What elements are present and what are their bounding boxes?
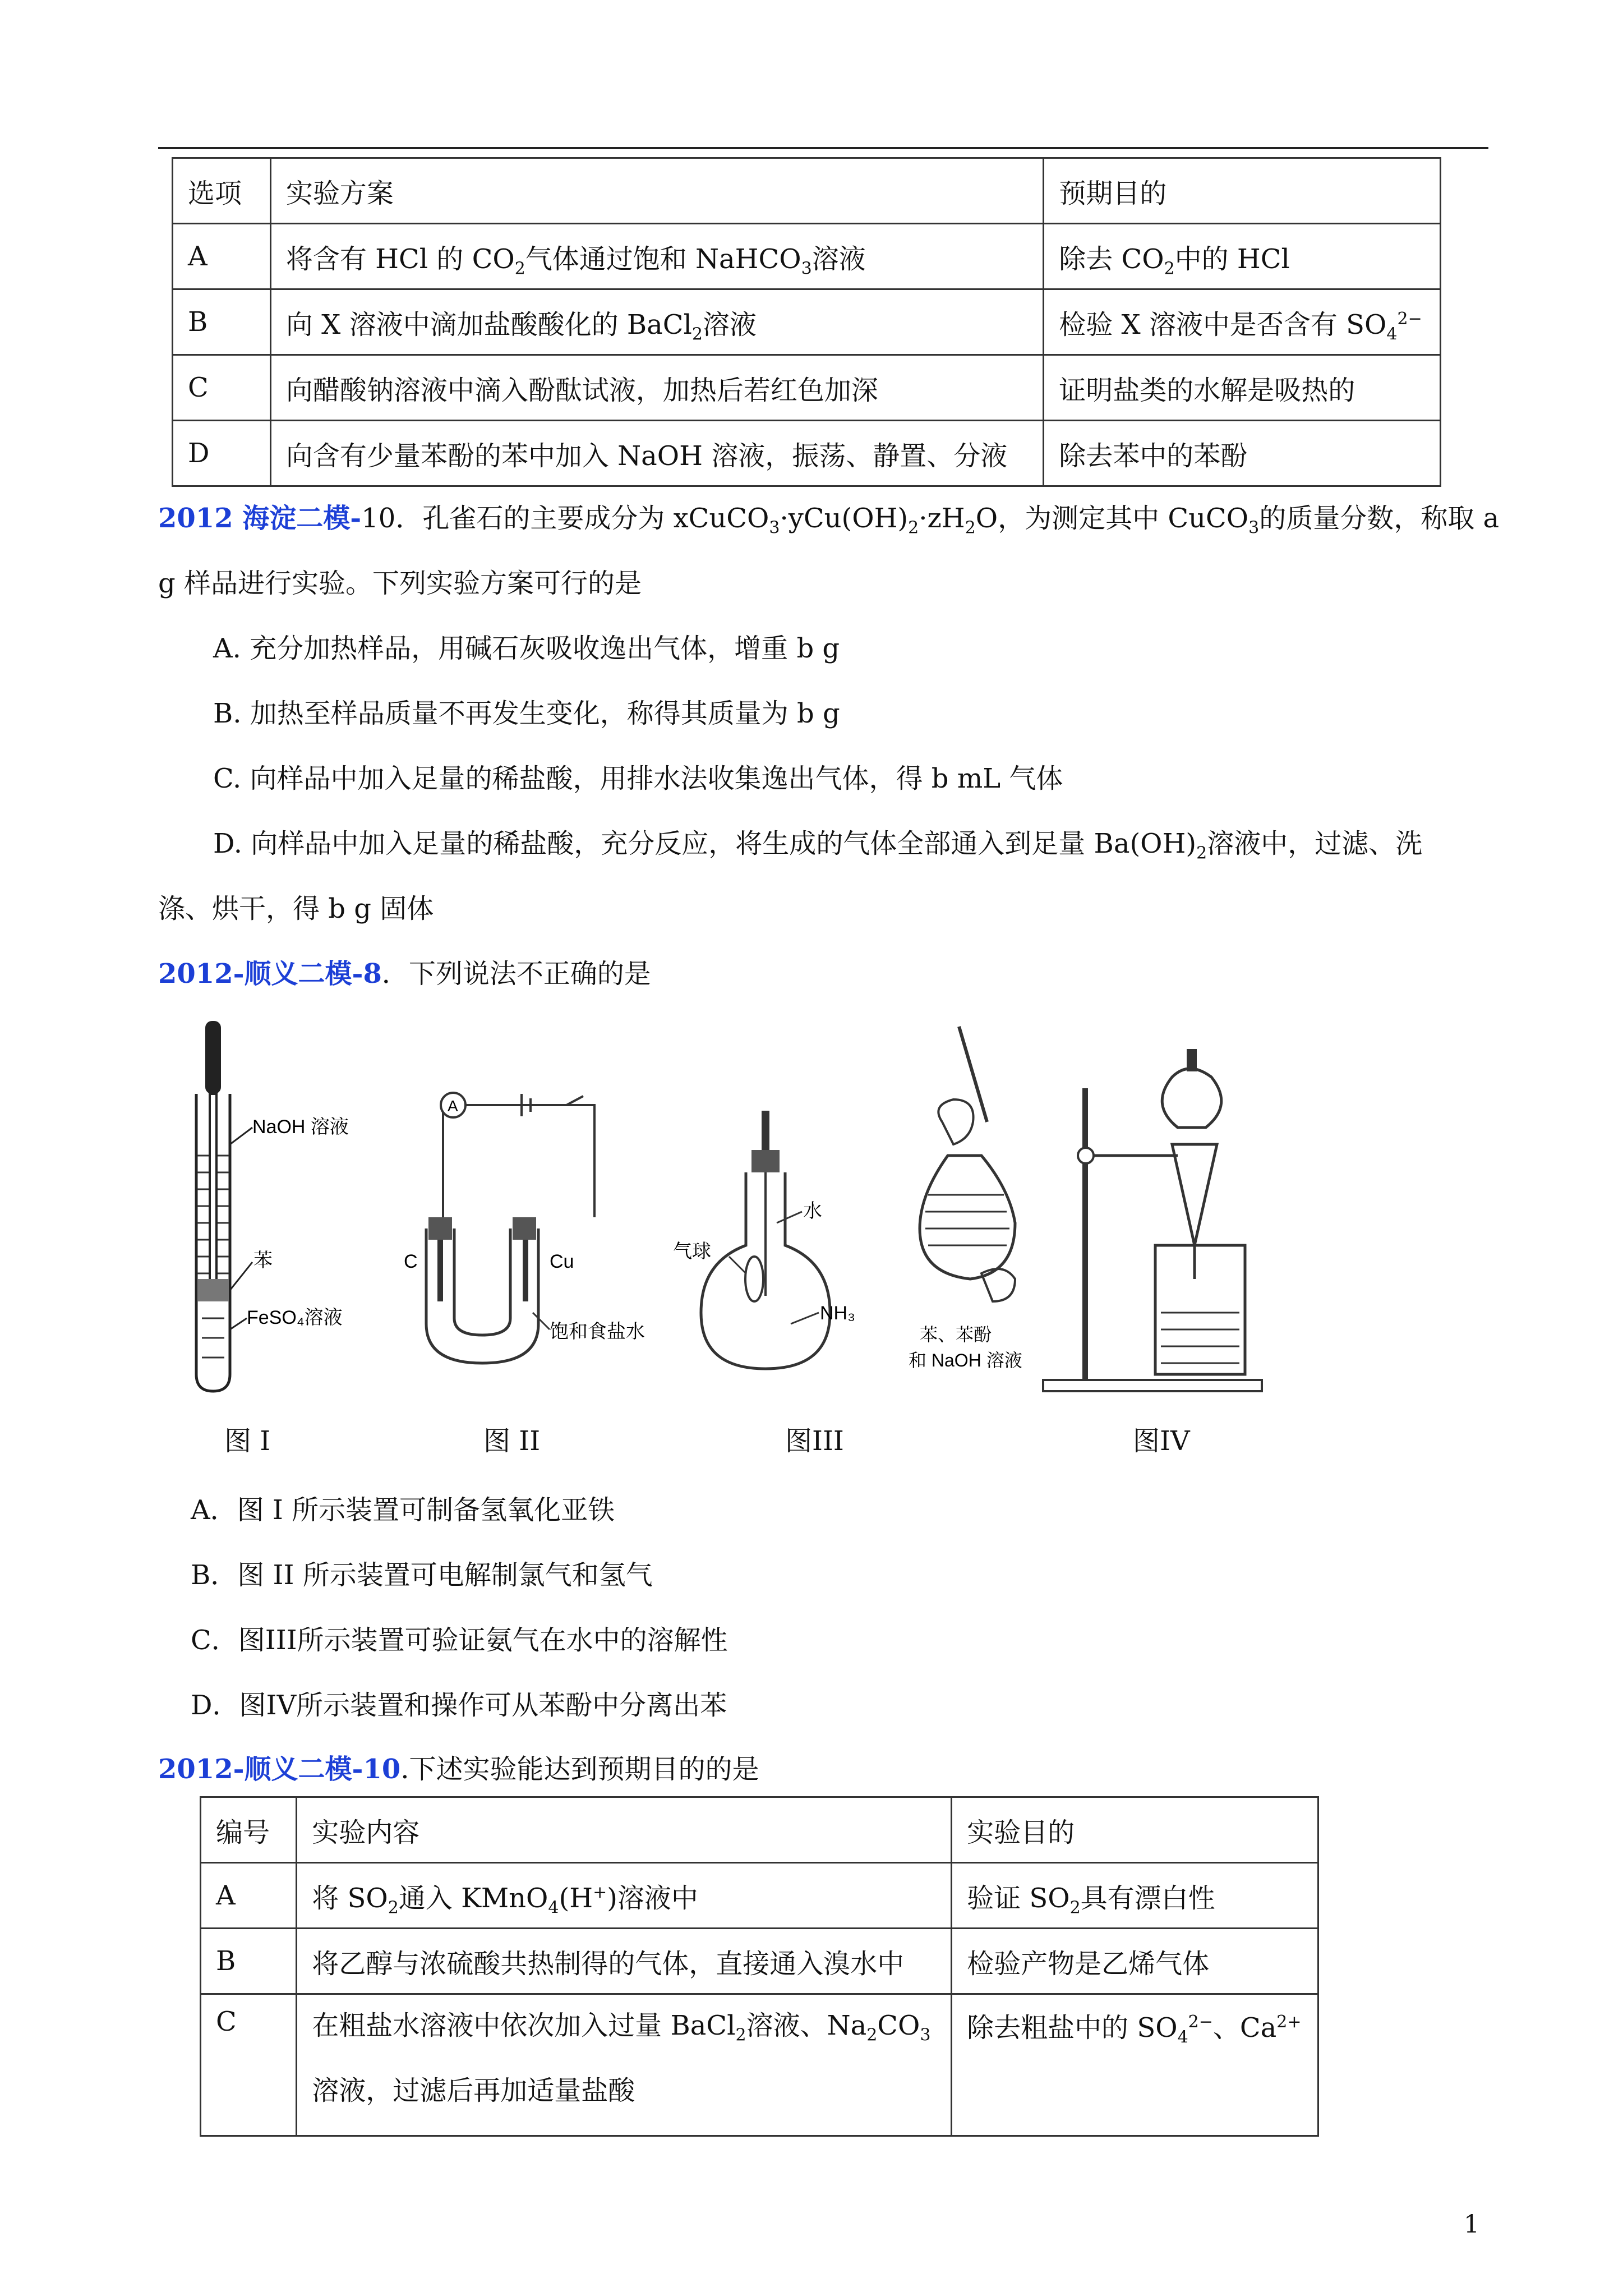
question-source-tag: 2012 海淀二模- bbox=[158, 503, 362, 534]
plan-cell: 将含有 HCl 的 $CO_2$气体通过饱和 NaHCO$_3$溶液 bbox=[270, 224, 1043, 289]
question-2-option-a: A．图 I 所示装置可制备氢氧化亚铁 bbox=[191, 1494, 615, 1526]
goal-cell: 除去粗盐中的 $SO_4^{2-}$、$Ca^{2+}$ bbox=[952, 1994, 1318, 2136]
table-row bbox=[201, 1863, 1318, 1929]
goal-cell: 检验 X 溶液中是否含有 $SO_4^{2-}$ bbox=[1044, 289, 1441, 355]
question-1-option-d-line2: 涤、烘干，得 b g 固体 bbox=[158, 893, 434, 924]
content-cell: 将乙醇与浓硫酸共热制得的气体，直接通入溴水中 bbox=[297, 1929, 952, 1994]
plan-cell: 向醋酸钠溶液中滴入酚酞试液，加热后若红色加深 bbox=[270, 355, 1043, 421]
figure-caption-1: 图 I bbox=[224, 1425, 271, 1457]
header-cell: 预期目的 bbox=[1044, 158, 1441, 224]
table-row bbox=[173, 355, 1441, 421]
header-cell: 实验内容 bbox=[297, 1797, 952, 1863]
header-cell: 编号 bbox=[201, 1797, 297, 1863]
question-1-stem-line2: g 样品进行实验。下列实验方案可行的是 bbox=[158, 568, 642, 599]
question-2-option-b: B．图 II 所示装置可电解制氯气和氢气 bbox=[191, 1559, 653, 1591]
figure-caption-2: 图 II bbox=[483, 1425, 541, 1457]
options-table-1 bbox=[172, 157, 1441, 487]
header-cell: 实验目的 bbox=[952, 1797, 1318, 1863]
goal-cell: 验证 $SO_2$具有漂白性 bbox=[952, 1863, 1318, 1929]
question-3-stem: 2012-顺义二模-10.下述实验能达到预期目的的是 bbox=[158, 1754, 759, 1785]
option-cell: D bbox=[173, 421, 271, 486]
goal-cell: 除去 $CO_2$中的 HCl bbox=[1044, 224, 1441, 289]
header-cell: 选项 bbox=[173, 158, 271, 224]
question-source-tag: 2012-顺义二模-8 bbox=[158, 958, 382, 990]
option-cell: B bbox=[173, 289, 271, 355]
option-cell: A bbox=[173, 224, 271, 289]
table-row bbox=[201, 1994, 1318, 2136]
figure-4-label-line1: 苯、苯酚 bbox=[920, 1324, 992, 1345]
goal-cell: 证明盐类的水解是吸热的 bbox=[1044, 355, 1441, 421]
question-2-option-d: D．图IV所示装置和操作可从苯酚中分离出苯 bbox=[191, 1690, 727, 1721]
figure-2-electrolysis bbox=[381, 1088, 684, 1374]
number-cell: B bbox=[201, 1929, 297, 1994]
table-header-row bbox=[201, 1797, 1318, 1863]
figure-1-label-naoh: NaOH 溶液 bbox=[252, 1116, 349, 1138]
figure-2-label-c: C bbox=[404, 1251, 418, 1272]
plan-cell: 向含有少量苯酚的苯中加入 NaOH 溶液，振荡、静置、分液 bbox=[270, 421, 1043, 486]
table-row bbox=[201, 1929, 1318, 1994]
figure-1-label-benzene: 苯 bbox=[253, 1250, 273, 1271]
figure-1-test-tube bbox=[185, 1015, 353, 1397]
question-1-stem-line1: 2012 海淀二模-10．孔雀石的主要成分为 $xCuCO_3\cdot yCu(OH)_2\cdot zH_2O$，为测定其中 CuCO$_3$的质量分数，称取 a bbox=[158, 503, 1500, 538]
table-header-row bbox=[173, 158, 1441, 224]
page-number: 1 bbox=[1464, 2210, 1479, 2239]
figure-4-label-line2: 和 NaOH 溶液 bbox=[909, 1350, 1022, 1370]
header-rule bbox=[158, 147, 1488, 149]
goal-cell: 检验产物是乙烯气体 bbox=[952, 1929, 1318, 1994]
plan-cell: 向 X 溶液中滴加盐酸酸化的 BaCl$_2$溶液 bbox=[270, 289, 1043, 355]
figure-caption-4: 图IV bbox=[1133, 1425, 1190, 1457]
figure-2-label-cu: Cu bbox=[550, 1251, 574, 1272]
option-cell: C bbox=[173, 355, 271, 421]
experiments-table-2 bbox=[200, 1796, 1319, 2137]
question-1-option-b: B. 加热至样品质量不再发生变化，称得其质量为 b g bbox=[213, 698, 840, 729]
figure-2-label-brine: 饱和食盐水 bbox=[550, 1321, 645, 1342]
figure-caption-3: 图III bbox=[785, 1425, 844, 1457]
question-2-stem: 2012-顺义二模-8．下列说法不正确的是 bbox=[158, 958, 651, 990]
figure-3-ammonia-flask bbox=[673, 1111, 892, 1380]
question-1-option-c: C. 向样品中加入足量的稀盐酸，用排水法收集逸出气体，得 b mL 气体 bbox=[213, 763, 1063, 794]
figure-2-ammeter-label: A bbox=[448, 1097, 458, 1115]
question-1-option-d-line1: D. 向样品中加入足量的稀盐酸，充分反应，将生成的气体全部通入到足量 $Ba(OH)_2$溶液中，过滤、洗 bbox=[213, 828, 1423, 863]
content-cell: 将 $SO_2$通入 KMnO$_4$(H+)溶液中 bbox=[297, 1863, 952, 1929]
figure-3-label-nh3: NH₃ bbox=[820, 1303, 855, 1324]
question-1-option-a: A. 充分加热样品，用碱石灰吸收逸出气体，增重 b g bbox=[213, 633, 840, 664]
table-row bbox=[173, 421, 1441, 486]
number-cell: C bbox=[201, 1994, 297, 2136]
figure-3-label-water: 水 bbox=[803, 1200, 822, 1222]
goal-cell: 除去苯中的苯酚 bbox=[1044, 421, 1441, 486]
number-cell: A bbox=[201, 1863, 297, 1929]
table-row bbox=[173, 224, 1441, 289]
figure-3-label-balloon: 气球 bbox=[673, 1241, 711, 1262]
table-row bbox=[173, 289, 1441, 355]
figure-1-label-feso4: FeSO₄溶液 bbox=[247, 1307, 343, 1328]
figure-4-separatory-funnel bbox=[909, 1010, 1267, 1402]
question-source-tag: 2012-顺义二模-10 bbox=[158, 1754, 401, 1785]
content-cell: 在粗盐水溶液中依次加入过量 BaCl$_2$溶液、$Na_2CO_3$ 溶液，过滤后再加适量盐酸 bbox=[297, 1994, 952, 2136]
question-2-option-c: C．图III所示装置可验证氨气在水中的溶解性 bbox=[191, 1625, 728, 1656]
header-cell: 实验方案 bbox=[270, 158, 1043, 224]
